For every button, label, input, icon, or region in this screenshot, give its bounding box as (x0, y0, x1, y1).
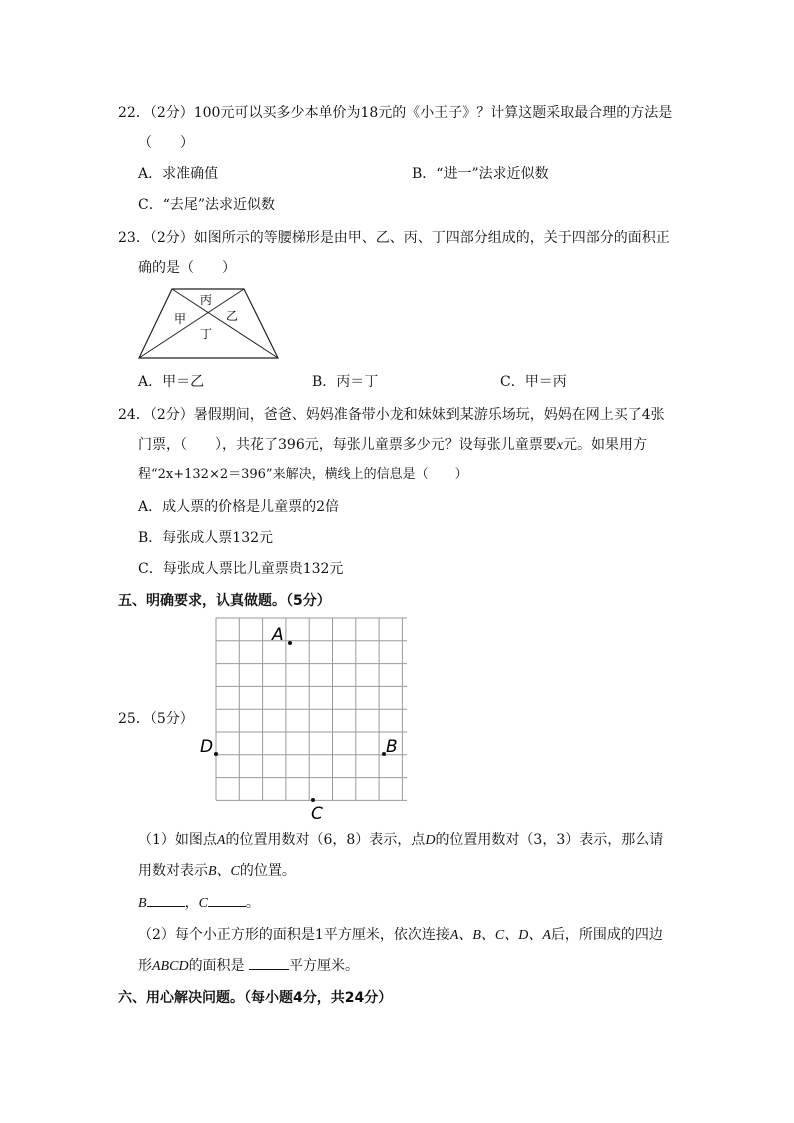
var-abcd: ABCD (152, 959, 189, 974)
var-bc: B、C (208, 864, 240, 879)
q24-stem-2 (138, 435, 647, 456)
point-d-label: D (200, 737, 214, 757)
q22-option-c: C．“去尾”法求近似数 (138, 197, 276, 213)
var-abcda: A、B、C、D、A (449, 928, 551, 943)
q23-option-a: A．甲＝乙 (138, 374, 205, 390)
q24-option-a: A．成人票的价格是儿童票的2倍 (138, 499, 340, 515)
var-a: A (216, 833, 226, 848)
text-segment: （2）每个小正方形的面积是1平方厘米，依次连接 (138, 927, 450, 943)
q24-option-c: C．每张成人票比儿童票贵132元 (138, 561, 344, 577)
q24-stem-2-text: 门票，（ ），共花了396元，每张儿童票多少元？设每张儿童票要 (138, 437, 557, 453)
q24-option-b: B．每张成人票132元 (138, 530, 274, 546)
trapezoid-diagonal-2 (139, 289, 244, 358)
text-segment: 的位置用数对（3，3）表示，那么请 (435, 832, 664, 848)
q22-stem: 22．（2分）100元可以买多少本单价为18元的《小王子》？计算这题采取最合理的方法是 (118, 105, 673, 121)
region-label-right: 乙 (226, 309, 239, 323)
coordinate-grid-figure (196, 616, 416, 824)
q23-option-c: C．甲＝丙 (500, 374, 567, 390)
q22-option-a: A．求准确值 (138, 166, 219, 182)
point-d-dot (214, 752, 218, 756)
section-5-title: 五、明确要求，认真做题。（5分） (118, 593, 331, 609)
q25-label: 25．（5分） (118, 711, 194, 727)
point-c-label: C (311, 804, 323, 824)
section-6-title: 六、用心解决问题。（每小题4分，共24分） (118, 990, 393, 1006)
q22-option-b: B．“进一”法求近似数 (412, 166, 549, 182)
q23-option-b: B．丙＝丁 (312, 374, 379, 390)
region-label-left: 甲 (174, 312, 187, 326)
answer-blank-c[interactable] (208, 892, 246, 907)
q25-part1-line1 (138, 830, 663, 851)
answer-blank-b[interactable] (147, 892, 185, 907)
q23-stem: 23．（2分）如图所示的等腰梯形是由甲、乙、丙、丁四部分组成的，关于四部分的面积正 (118, 230, 670, 246)
grid-lines (216, 618, 407, 800)
text-segment: 。 (245, 895, 260, 911)
text-segment: 平方厘米。 (289, 958, 360, 974)
q24-stem-3: 程“2x+132×2＝396”来解决，横线上的信息是（ ） (138, 467, 468, 482)
text-segment: 的位置。 (239, 863, 296, 879)
point-c-dot (311, 798, 315, 802)
answer-blank-area[interactable] (249, 955, 289, 970)
q23-stem-2: 确的是（ ） (138, 260, 236, 276)
q24-stem-2-tail: 元。如果用方 (562, 437, 647, 453)
q25-part2-line2 (138, 955, 359, 977)
region-label-bottom: 丁 (200, 327, 213, 341)
point-a-label: A (272, 625, 284, 645)
q24-variable: x (556, 438, 563, 453)
point-a-dot (288, 641, 292, 645)
text-segment: 后，所围成的四边 (550, 927, 663, 943)
var-b: B (138, 896, 147, 911)
trapezoid-figure (136, 286, 282, 362)
text-segment: 的位置用数对（6，8）表示，点 (225, 832, 426, 848)
q22-paren: （ ） (138, 135, 194, 151)
q25-part2-line1 (138, 925, 663, 946)
q25-part1-line2 (138, 861, 296, 882)
region-label-top: 丙 (200, 293, 213, 307)
q24-stem: 24．（2分）暑假期间，爸爸、妈妈准备带小龙和妹妹到某游乐场玩，妈妈在网上买了4张 (118, 407, 665, 423)
trapezoid-diagonal-1 (172, 289, 278, 358)
text-segment: （1）如图点 (138, 832, 217, 848)
point-b-label: B (386, 737, 398, 757)
var-c: C (198, 896, 208, 911)
text-segment: 用数对表示 (138, 863, 208, 879)
q25-answer-line (138, 892, 260, 914)
text-segment: 的面积是 (188, 958, 245, 974)
text-segment: 形 (138, 958, 152, 974)
text-segment: ， (184, 895, 199, 911)
var-d: D (425, 833, 436, 848)
